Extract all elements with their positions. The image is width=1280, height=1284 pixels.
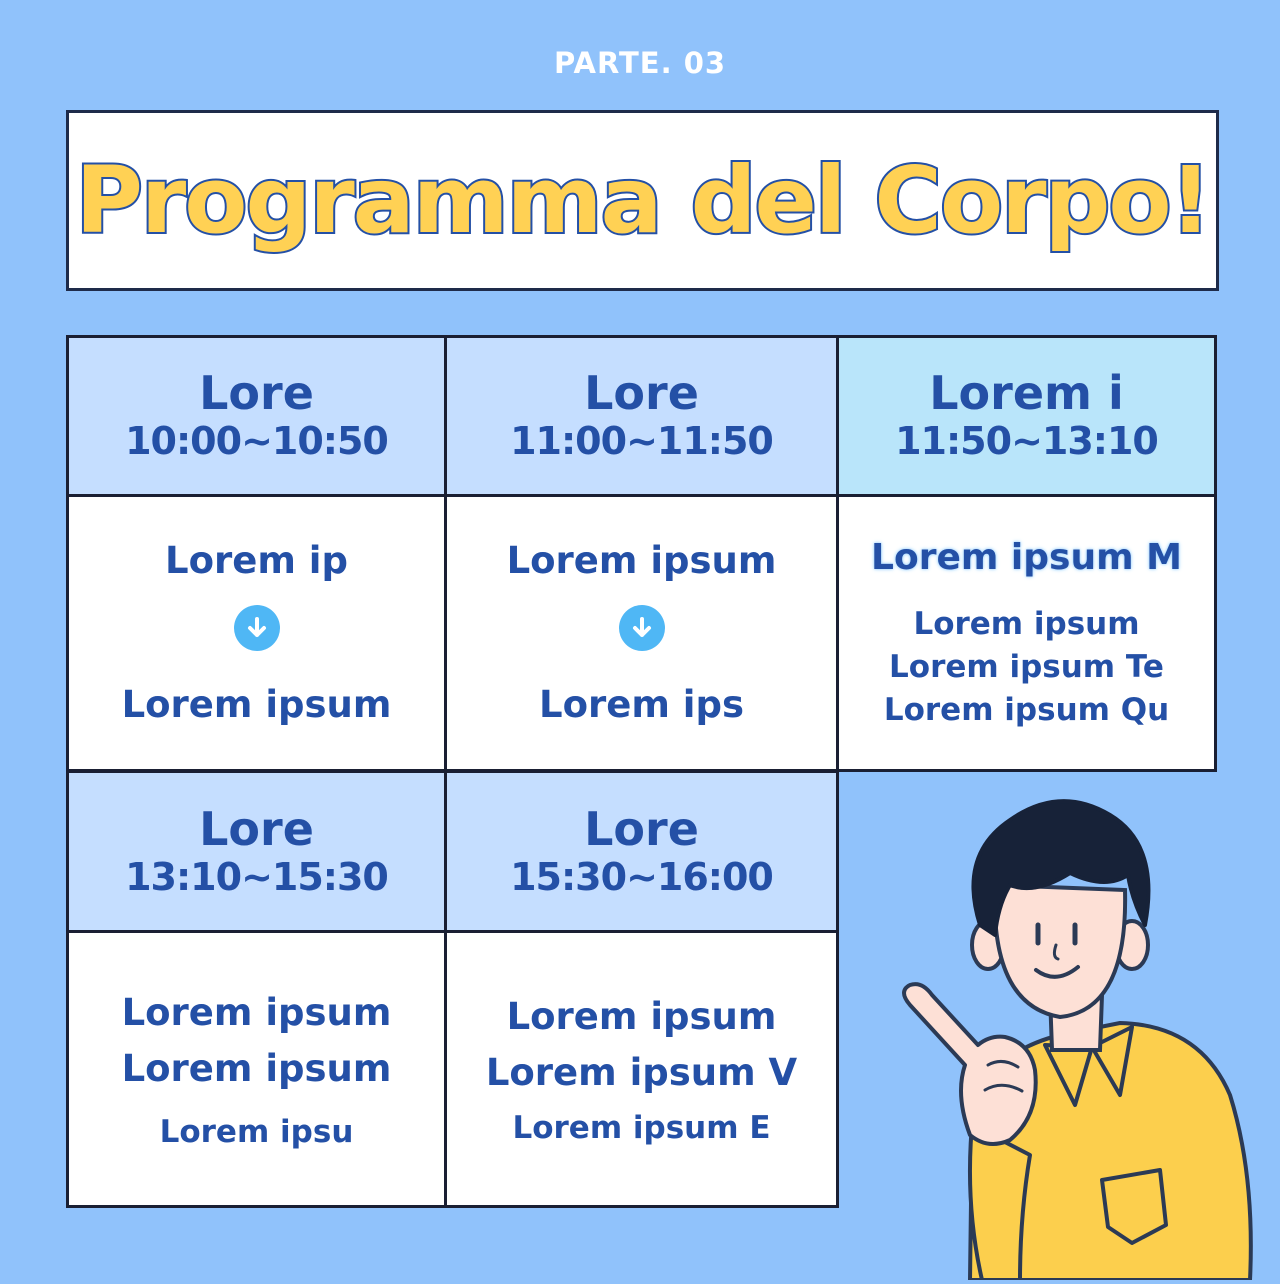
slot-1-name: Lore [199, 366, 314, 420]
part-label: PARTE. 03 [553, 46, 727, 80]
slot-3-header [836, 335, 1217, 497]
slot-2-body [444, 494, 839, 772]
slot-3-line-2: Lorem ipsum Te [889, 649, 1164, 685]
slot-3-line-1: Lorem ipsum [913, 606, 1140, 642]
arrow-down-circle-icon [619, 605, 665, 651]
slot-3-body [836, 494, 1217, 772]
slot-3-highlight: Lorem ipsum M [871, 537, 1182, 578]
slot-1-bottom-line: Lorem ipsum [121, 683, 392, 726]
slot-5-body [444, 930, 839, 1208]
slot-2-time: 11:00~11:50 [510, 419, 773, 463]
slot-2-header [444, 335, 839, 497]
slot-5-header [444, 770, 839, 933]
slot-1-body [66, 494, 447, 772]
slot-4-name: Lore [199, 801, 314, 856]
slot-1-header [66, 335, 447, 497]
slot-4-header [66, 770, 447, 933]
slot-1-top-line: Lorem ip [165, 539, 348, 582]
slot-5-line-2: Lorem ipsum V [485, 1050, 798, 1094]
slot-4-small-line: Lorem ipsu [159, 1113, 354, 1150]
slot-4-body [66, 930, 447, 1208]
slot-2-top-line: Lorem ipsum [506, 539, 777, 582]
slot-3-line-3: Lorem ipsum Qu [883, 692, 1170, 728]
slot-5-line-1: Lorem ipsum [506, 994, 777, 1038]
title-box [66, 110, 1219, 291]
pointing-man-illustration [870, 795, 1270, 1284]
slot-5-small-line: Lorem ipsum E [512, 1109, 771, 1146]
slot-2-name: Lore [584, 366, 699, 420]
slot-5-time: 15:30~16:00 [510, 854, 773, 899]
slot-5-name: Lore [584, 801, 699, 856]
page-title: Programma del Corpo! [75, 147, 1210, 254]
slot-4-line-2: Lorem ipsum [121, 1046, 392, 1090]
slot-4-line-1: Lorem ipsum [121, 990, 392, 1034]
slot-2-bottom-line: Lorem ips [539, 683, 744, 726]
slot-1-time: 10:00~10:50 [125, 419, 388, 463]
slot-3-name: Lorem i [929, 366, 1124, 420]
arrow-down-circle-icon [234, 605, 280, 651]
slot-4-time: 13:10~15:30 [125, 854, 388, 899]
slot-3-time: 11:50~13:10 [895, 419, 1158, 463]
